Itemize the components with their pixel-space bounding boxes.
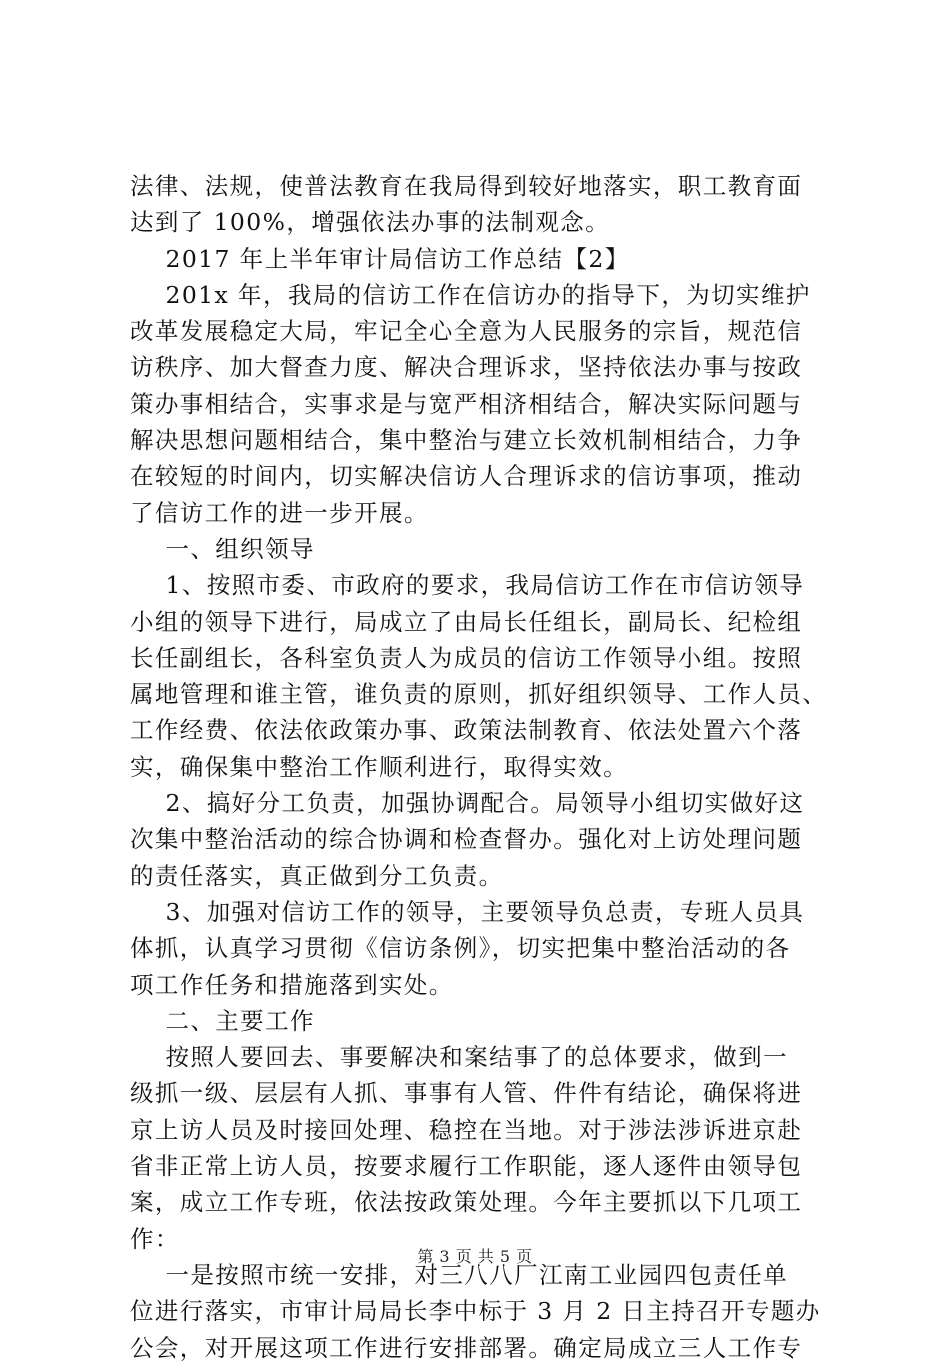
text-line: 位进行落实，市审计局局长李中标于 3 月 2 日主持召开专题办 [130,1297,821,1326]
text-line: 2、搞好分工负责，加强协调配合。局领导小组切实做好这 [130,789,805,818]
text-line: 3、加强对信访工作的领导，主要领导负总责，专班人员具 [130,897,805,926]
text-line: 2017 年上半年审计局信访工作总结【2】 [130,244,630,273]
text-line: 体抓，认真学习贯彻《信访条例》，切实把集中整治活动的各 [130,934,791,963]
text-line: 属地管理和谁主管，谁负责的原则，抓好组织领导、工作人员、 [130,680,828,709]
text-line: 京上访人员及时接回处理、稳控在当地。对于涉法涉诉进京赴 [130,1115,803,1144]
text-line: 策办事相结合，实事求是与宽严相济相结合，解决实际问题与 [130,389,803,418]
text-line: 法律、法规，使普法教育在我局得到较好地落实，职工教育面 [130,172,803,200]
text-line: 的责任落实，真正做到分工负责。 [130,861,504,890]
text-line: 案，成立工作专班，依法按政策处理。今年主要抓以下几项工 [130,1188,803,1217]
text-line: 公会，对开展这项工作进行安排部署。确定局成立三人工作专 [130,1333,803,1362]
text-line: 在较短的时间内，切实解决信访人合理诉求的信访事项，推动 [130,462,803,491]
text-line: 级抓一级、层层有人抓、事事有人管、件件有结论，确保将进 [130,1079,803,1108]
text-line: 了信访工作的进一步开展。 [130,498,429,527]
text-line: 201x 年，我局的信访工作在信访办的指导下，为切实维护 [130,280,811,309]
text-line: 改革发展稳定大局，牢记全心全意为人民服务的宗旨，规范信 [130,317,803,346]
text-line: 实，确保集中整治工作顺利进行，取得实效。 [130,752,628,781]
text-line: 省非正常上访人员，按要求履行工作职能，逐人逐件由领导包 [130,1152,803,1181]
document-body [130,168,830,1366]
text-line: 项工作任务和措施落到实处。 [130,970,454,999]
text-line: 按照人要回去、事要解决和案结事了的总体要求，做到一 [130,1043,788,1072]
text-line: 一是按照市统一安排，对三八八厂江南工业园四包责任单 [130,1260,788,1289]
page-footer: 第 3 页 共 5 页 [417,1247,533,1266]
text-line: 一、组织领导 [130,534,315,563]
text-line: 1、按照市委、市政府的要求，我局信访工作在市信访领导 [130,571,805,600]
text-line: 解决思想问题相结合，集中整治与建立长效机制相结合，力争 [130,426,803,455]
text-line: 工作经费、依法依政策办事、政策法制教育、依法处置六个落 [130,716,803,745]
text-line: 长任副组长，各科室负责人为成员的信访工作领导小组。按照 [130,643,803,672]
text-line: 小组的领导下进行，局成立了由局长任组长，副局长、纪检组 [130,607,803,636]
text-line: 作： [130,1224,180,1253]
text-line: 次集中整治活动的综合协调和检查督办。强化对上访处理问题 [130,825,803,854]
text-line: 二、主要工作 [130,1006,315,1035]
text-line: 达到了 100%，增强依法办事的法制观念。 [130,208,611,237]
text-line: 访秩序、加大督查力度、解决合理诉求，坚持依法办事与按政 [130,353,803,382]
